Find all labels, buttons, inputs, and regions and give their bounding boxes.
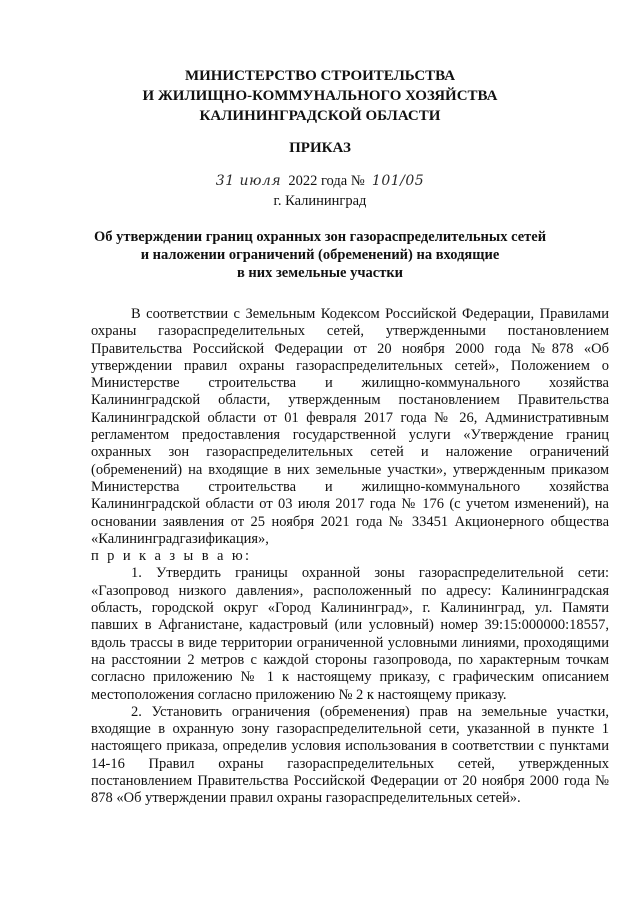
handwritten-order-number: 101/05 xyxy=(371,173,425,189)
order-word: п р и к а з ы в а ю: xyxy=(91,548,252,565)
item-1-paragraph: 1. Утвердить границы охранной зоны газораспределительной сети: «Газопровод низкого давления», расположенный по адресу: Калининградская область, городской округ «Город Калининград», г. Калининград, ул. Памяти павших в Афганистане, кадастровый (или условный) номер 39:15:000000:18557, вдоль трассы в виде территории ограниченной условными линиями, проходящими на расстоянии 2 метров с каждой стороны газопровода, по характерным точкам согласно приложению № 1 к настоящему приказу, с графическим описанием местоположения согласно приложению № 2 к настоящему приказу. xyxy=(91,565,609,703)
ministry-line-1: МИНИСТЕРСТВО СТРОИТЕЛЬСТВА xyxy=(184,68,456,84)
subject-line-2: и наложении ограничений (обременений) на входящие xyxy=(140,247,500,263)
order-body xyxy=(91,306,609,808)
subject-line-1: Об утверждении границ охранных зон газораспределительных сетей xyxy=(93,229,547,245)
preamble-paragraph: В соответствии с Земельным Кодексом Российской Федерации, Правилами охраны газораспределительных сетей, утвержденными постановлением Правительства Российской Федерации от 20 ноября 2000 года №878 «Об утверждении правил охраны газораспределительных сетей», Положением о Министерстве строительства и жилищно-коммунального хозяйства Калининградской области, утвержденным постановлением Правительства Калининградской области от 01 февраля 2017 года № 26, Административным регламентом предоставления государственной услуги «Утверждение границ охранных зон газораспределительных сетей и наложение ограничений (обременений) на входящие в них земельные участки», утвержденным приказом Министерства строительства и жилищно-коммунального хозяйства Калининградской области от 03 июля 2017 года № 176 (с учетом изменений), на основании заявления от 25 ноября 2021 года № 33451 Акционерного общества «Калининградгазификация», xyxy=(91,306,609,547)
order-year-text: 2022 года № xyxy=(288,173,365,189)
item-2-paragraph: 2. Установить ограничения (обременения) прав на земельные участки, входящие в охранную зону газораспределительной сети, указанной в пункте 1 настоящего приказа, определив условия использования в соответствии с пунктами 14-16 Правил охраны газораспределительных сетей, утвержденных постановлением Правительства Российской Федерации от 20 ноября 2000 года № 878 «Об утверждении правил охраны газораспределительных сетей». xyxy=(91,703,609,807)
ministry-header xyxy=(0,66,640,126)
order-subject xyxy=(0,228,640,282)
order-title: ПРИКАЗ xyxy=(289,140,351,156)
ministry-line-2: И ЖИЛИЩНО-КОММУНАЛЬНОГО ХОЗЯЙСТВА xyxy=(142,88,498,104)
ministry-line-3: КАЛИНИНГРАДСКОЙ ОБЛАСТИ xyxy=(199,108,441,124)
order-date-line xyxy=(0,172,640,190)
handwritten-date: 31 июля xyxy=(215,173,282,189)
subject-line-3: в них земельные участки xyxy=(236,265,404,281)
order-city: г. Калининград xyxy=(273,193,367,209)
